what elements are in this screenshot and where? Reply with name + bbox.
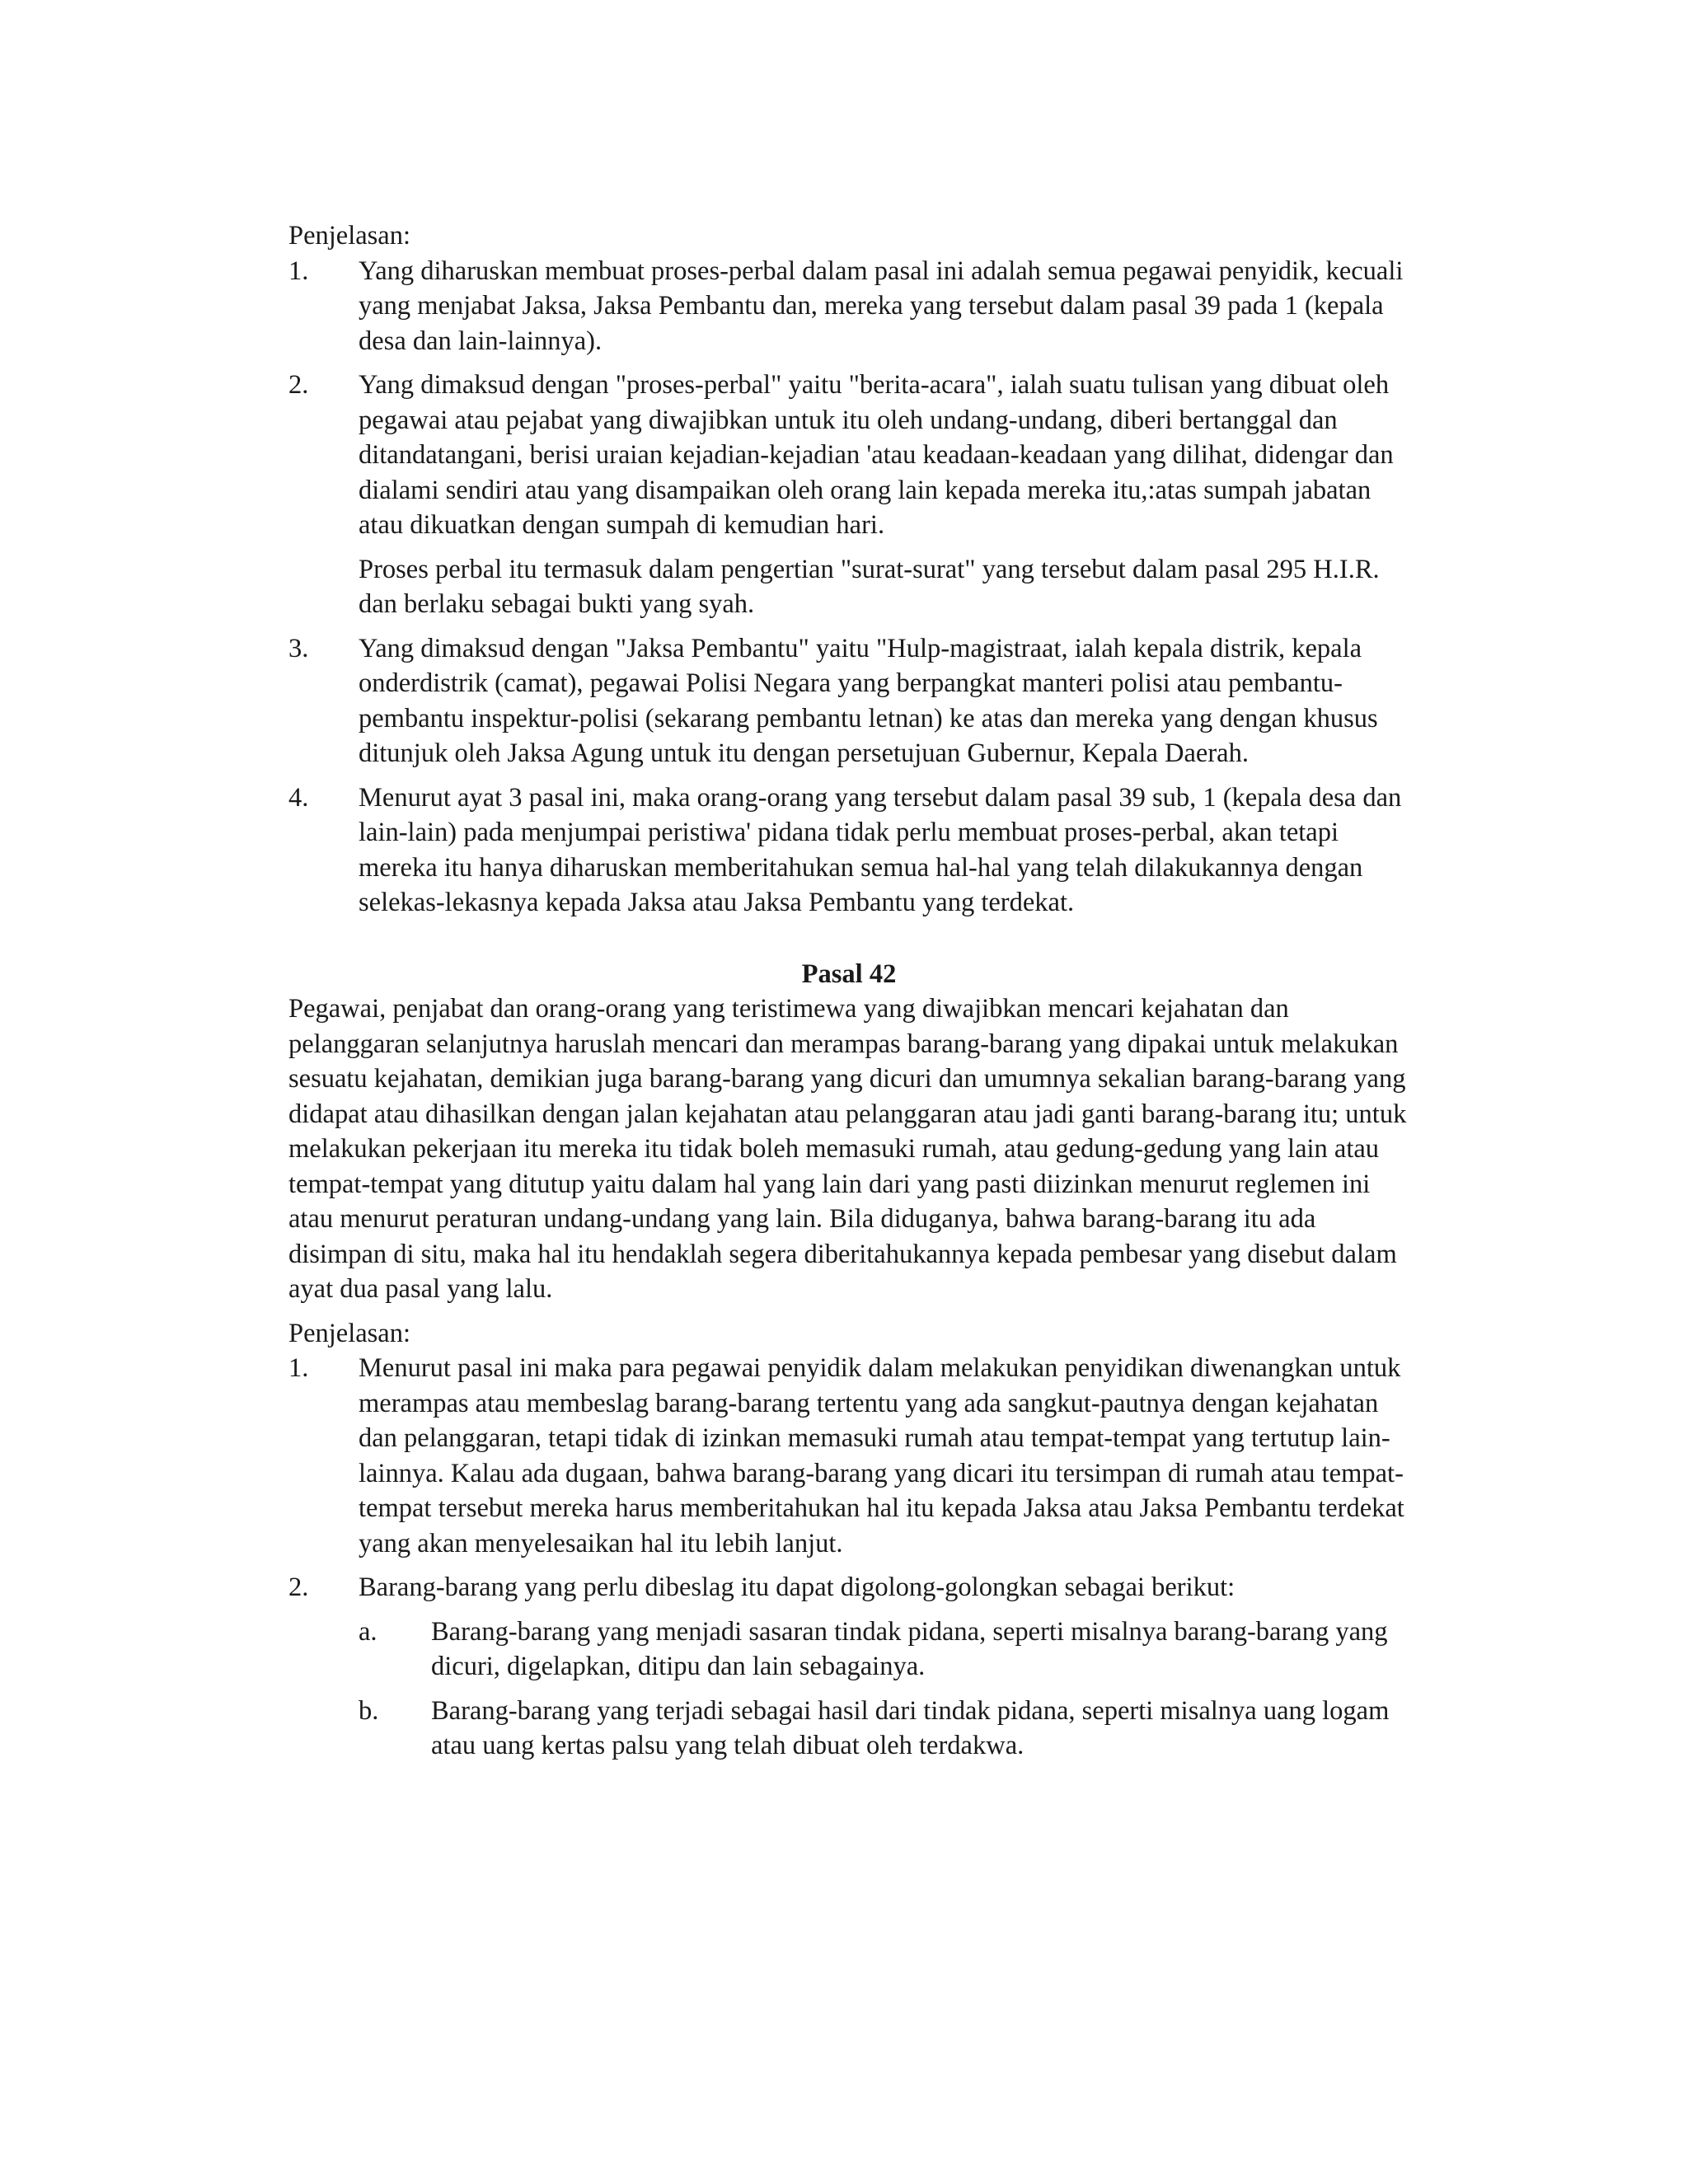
pasal-paragraph: Pegawai, penjabat dan orang-orang yang teristimewa yang diwajibkan mencari kejahatan dan pelanggaran selanjutnya haruslah mencari dan merampas barang-barang yang dipakai untuk melakukan sesuatu kejahatan, demikian juga barang-barang yang dicuri dan umumnya sekalian barang-barang yang didapat atau dihasilkan dengan jalan kejahatan atau pelanggaran atau jadi ganti barang-barang itu; untuk melakukan pekerjaan itu mereka itu tidak boleh memasuki rumah, atau gedung-gedung yang lain atau tempat-tempat yang ditutup yaitu dalam hal yang lain dari yang pasti diizinkan menurut reglemen ini atau menurut peraturan undang-undang yang lain. Bila diduganya, bahwa barang-barang itu ada disimpan di situ, maka hal itu hendaklah segera diberitahukannya kepada pembesar yang disebut dalam ayat dua pasal yang lalu. [288,994,1407,1304]
list-number: 4. [288,782,309,813]
sub-list-letter: a. [359,1616,377,1647]
list-number: 1. [288,255,309,286]
list-paragraph: Menurut pasal ini maka para pegawai penyidik dalam melakukan penyidikan diwenangkan untuk merampas atau membeslag barang-barang tertentu yang ada sangkut-pautnya dengan kejahatan dan pelanggaran, tetapi tidak di izinkan memasuki rumah atau tempat-tempat yang tertutup lain-lainnya. Kalau ada dugaan, bahwa barang-barang yang dicari itu tersimpan di rumah atau tempat-tempat tersebut mereka harus memberitahukan hal itu kepada Jaksa atau Jaksa Pembantu terdekat yang akan menyelesaikan hal itu lebih lanjut. [359,1353,1404,1558]
list-item [288,631,1409,771]
list-paragraph: Yang dimaksud dengan "proses-perbal" yaitu "berita-acara", ialah suatu tulisan yang dibuat oleh pegawai atau pejabat yang diwajibkan untuk itu oleh undang-undang, diberi bertanggal dan ditandatangani, berisi uraian kejadian-kejadian 'atau keadaan-keadaan yang dilihat, didengar dan dialami sendiri atau yang disampaikan oleh orang lain kepada mereka itu,:atas sumpah jabatan atau dikuatkan dengan sumpah di kemudian hari. [359,370,1394,540]
list-item [288,1570,1409,1773]
sub-list [359,1615,1409,1764]
list-paragraph: Barang-barang yang perlu dibeslag itu dapat digolong-golongkan sebagai berikut: [359,1572,1236,1602]
list-item-body [359,1570,1409,1773]
list-paragraph: Yang diharuskan membuat proses-perbal dalam pasal ini adalah semua pegawai penyidik, kecuali yang menjabat Jaksa, Jaksa Pembantu dan, mereka yang tersebut dalam pasal 39 pada 1 (kepala desa dan lain-lainnya). [359,255,1404,356]
list-item-body [359,1351,1409,1561]
list-number: 3. [288,633,309,663]
sub-list-item [359,1615,1409,1685]
list-number: 2. [288,370,309,400]
list-number: 1. [288,1353,309,1383]
document-page [288,218,1409,1782]
list-item-body [359,780,1409,921]
sub-list-text: Barang-barang yang menjadi sasaran tindak pidana, seperti misalnya barang-barang yang dicuri, digelapkan, ditipu dan lain sebagainya. [431,1616,1388,1681]
sub-list-letter: b. [359,1695,379,1726]
section2-label: Penjelasan: [288,1318,411,1348]
list-item [288,368,1409,622]
list-paragraph: Menurut ayat 3 pasal ini, maka orang-orang yang tersebut dalam pasal 39 sub, 1 (kepala desa dan lain-lain) pada menjumpai peristiwa' pidana tidak perlu membuat proses-perbal, akan tetapi mereka itu hanya diharuskan memberitahukan semua hal-hal yang telah dilakukannya dengan selekas-lekasnya kepada Jaksa atau Jaksa Pembantu yang terdekat. [359,782,1402,917]
list-item-body [359,254,1409,359]
list-number: 2. [288,1572,309,1602]
list-item [288,254,1409,359]
pasal-heading: Pasal 42 [801,958,897,989]
sub-list-item [359,1694,1409,1764]
list-item-body [359,631,1409,771]
list-item [288,780,1409,921]
sub-list-text: Barang-barang yang terjadi sebagai hasil dari tindak pidana, seperti misalnya uang logam atau uang kertas palsu yang telah dibuat oleh terdakwa. [431,1695,1390,1760]
section1-list [288,254,1409,921]
section2-list [288,1351,1409,1773]
list-paragraph: Proses perbal itu termasuk dalam pengertian "surat-surat" yang tersebut dalam pasal 295 H.I.R. dan berlaku sebagai bukti yang syah. [359,554,1380,619]
list-paragraph: Yang dimaksud dengan "Jaksa Pembantu" yaitu "Hulp-magistraat, ialah kepala distrik, kepala onderdistrik (camat), pegawai Polisi Negara yang berpangkat manteri polisi atau pembantu-pembantu inspektur-polisi (sekarang pembantu letnan) ke atas dan mereka yang dengan khusus ditunjuk oleh Jaksa Agung untuk itu dengan persetujuan Gubernur, Kepala Daerah. [359,633,1378,768]
section1-label: Penjelasan: [288,221,411,251]
list-item [288,1351,1409,1561]
list-item-body [359,368,1409,622]
